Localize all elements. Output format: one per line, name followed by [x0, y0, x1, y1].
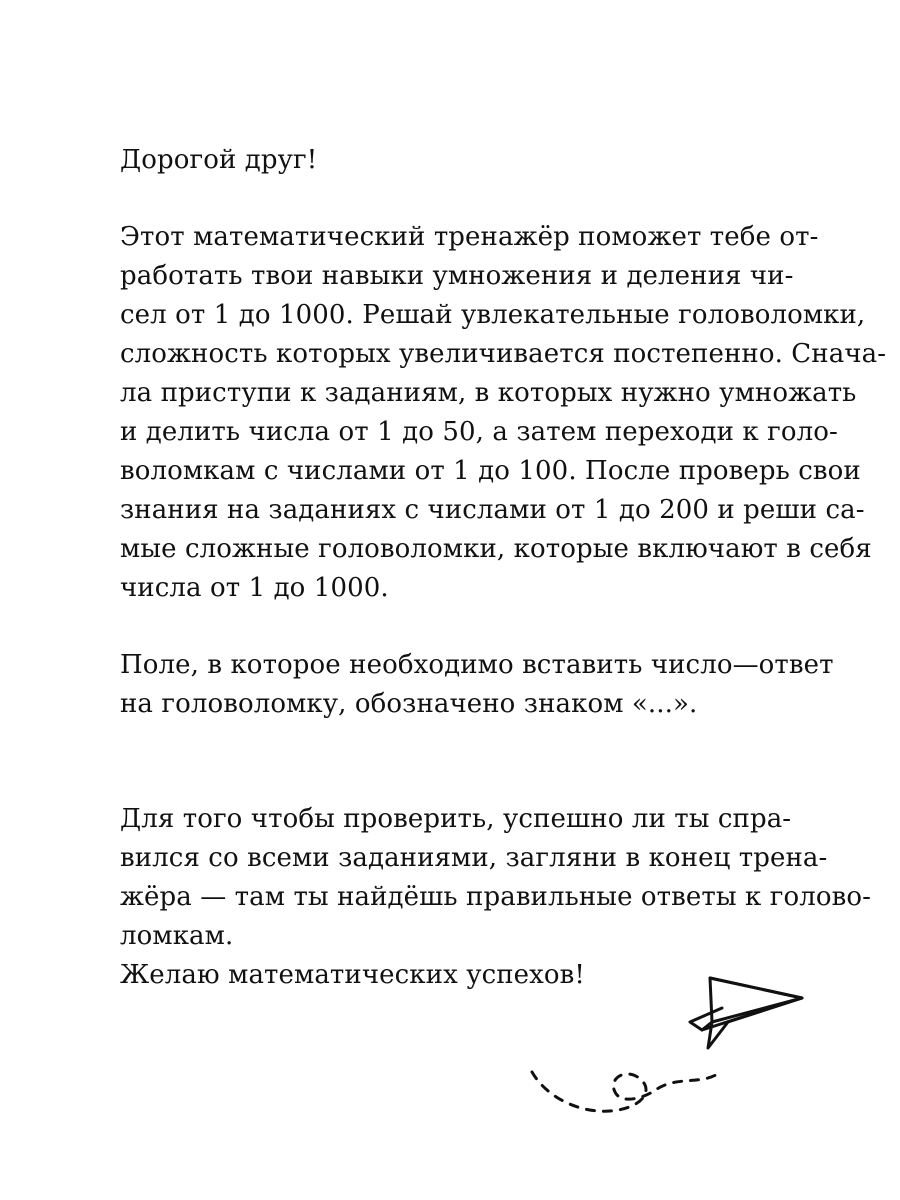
- paragraph-line: работать твои навыки умножения и деления чи-: [120, 261, 794, 291]
- paragraph-line: Для того чтобы проверить, успешно ли ты спра-: [120, 804, 792, 834]
- paragraph-line: и делить числа от 1 до 50, а затем переходи к голо-: [120, 417, 838, 447]
- paragraph-line: Поле, в которое необходимо вставить число—ответ: [120, 650, 834, 680]
- paragraph-line: Этот математический тренажёр поможет тебе от-: [120, 222, 819, 252]
- greeting: Дорогой друг!: [120, 145, 318, 175]
- paragraph-line: ломкам.: [120, 921, 234, 951]
- closing-line: Желаю математических успехов!: [120, 960, 585, 990]
- dashed-loop-trail: [532, 1072, 719, 1111]
- paper-plane-illustration: [520, 960, 820, 1130]
- paragraph-line: воломкам с числами от 1 до 100. После проверь свои: [120, 456, 861, 486]
- paragraph-line: сложность которых увеличивается постепенно. Снача-: [120, 339, 887, 369]
- paragraph-line: мые сложные головоломки, которые включают в себя: [120, 534, 872, 564]
- paragraph-line: числа от 1 до 1000.: [120, 573, 389, 603]
- paper-plane-icon: [690, 978, 802, 1048]
- paragraph-line: на головоломку, обозначено знаком «...».: [120, 689, 698, 719]
- paragraph-line: сел от 1 до 1000. Решай увлекательные головоломки,: [120, 300, 866, 330]
- paragraph-line: знания на заданиях с числами от 1 до 200 и реши са-: [120, 495, 865, 525]
- paragraph-line: вился со всеми заданиями, загляни в конец трена-: [120, 843, 828, 873]
- paragraph-line: ла приступи к заданиям, в которых нужно умножать: [120, 378, 857, 408]
- paragraph-line: жёра — там ты найдёшь правильные ответы к голово-: [120, 882, 871, 912]
